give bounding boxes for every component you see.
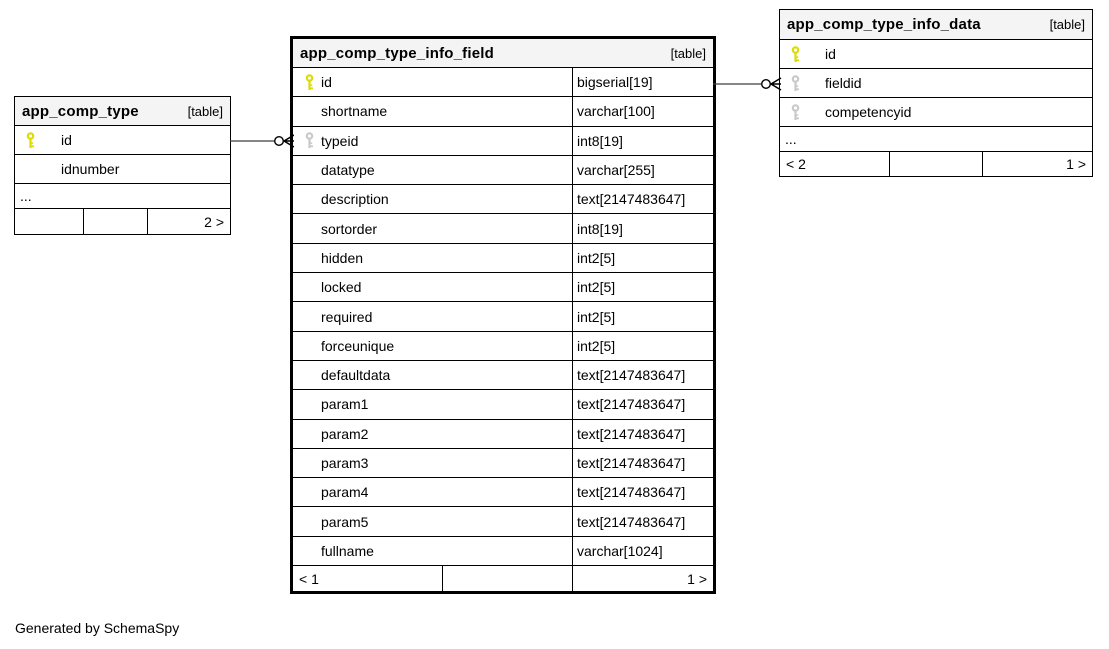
table-name: app_comp_type_info_data (787, 16, 981, 33)
column-name: description (321, 191, 389, 208)
column-name: shortname (321, 103, 388, 120)
table-node-app_comp_type_info_data (779, 9, 1093, 177)
column-name: required (321, 308, 373, 325)
table-row (780, 69, 1092, 98)
relationship-line-comp-type-to-field (228, 130, 294, 152)
column-type: int8[19] (572, 214, 713, 242)
column-name: fullname (321, 542, 374, 559)
column-name: hidden (321, 249, 364, 266)
column-name: locked (321, 279, 362, 296)
column-type: text[2147483647] (572, 420, 713, 448)
table-row (293, 97, 713, 126)
generated-by-note: Generated by SchemaSpy (15, 620, 180, 636)
table-row (293, 302, 713, 331)
table-row (15, 155, 230, 184)
column-type: text[2147483647] (572, 185, 713, 213)
table-footer (15, 209, 230, 234)
column-type: bigserial[19] (572, 68, 713, 96)
column-name: forceunique (321, 337, 395, 354)
column-name: defaultdata (321, 367, 391, 384)
table-row (15, 126, 230, 155)
footer-children-cell: 1 > (572, 566, 713, 591)
table-header-app_comp_type_info_data[interactable] (780, 10, 1092, 40)
column-type: text[2147483647] (572, 361, 713, 389)
table-name: app_comp_type (22, 102, 139, 120)
table-row (293, 185, 713, 214)
column-name: competencyid (825, 104, 912, 120)
primary-key-icon (305, 74, 314, 91)
table-row (293, 478, 713, 507)
footer-parents-cell (15, 209, 83, 234)
hidden-columns-ellipsis: ... (15, 184, 230, 209)
column-name: typeid (321, 132, 359, 149)
footer-children-cell: 1 > (982, 152, 1092, 176)
column-name: param4 (321, 484, 369, 501)
table-row (293, 537, 713, 566)
footer-children-cell: 2 > (147, 209, 230, 234)
footer-middle-cell (83, 209, 147, 234)
column-name: id (61, 132, 72, 148)
column-name: sortorder (321, 220, 378, 237)
column-type: text[2147483647] (572, 390, 713, 418)
table-row (780, 98, 1092, 127)
table-footer (780, 152, 1092, 176)
column-name: idnumber (61, 161, 120, 177)
footer-middle-cell (889, 152, 982, 176)
table-row (293, 420, 713, 449)
table-row (293, 361, 713, 390)
foreign-key-icon (791, 104, 800, 121)
column-name: param2 (321, 425, 369, 442)
table-type-label: [table] (1049, 17, 1085, 32)
table-header-app_comp_type[interactable] (15, 97, 230, 126)
table-node-app_comp_type_info_field (290, 36, 716, 594)
table-type-label: [table] (670, 45, 706, 61)
column-type: int2[5] (572, 273, 713, 301)
column-type: varchar[255] (572, 156, 713, 184)
table-name: app_comp_type_info_field (300, 44, 495, 62)
column-name: param1 (321, 396, 369, 413)
column-name: fieldid (825, 75, 862, 91)
primary-key-icon (791, 46, 800, 63)
table-row (293, 244, 713, 273)
column-type: varchar[100] (572, 97, 713, 125)
hidden-columns-ellipsis: ... (780, 127, 1092, 152)
table-row (293, 273, 713, 302)
footer-parents-cell: < 2 (786, 156, 806, 172)
primary-key-icon (26, 132, 35, 149)
column-type: text[2147483647] (572, 478, 713, 506)
table-row (293, 68, 713, 97)
table-row (293, 332, 713, 361)
column-name: id (825, 46, 836, 62)
column-name: param3 (321, 455, 369, 471)
table-node-app_comp_type (14, 96, 231, 235)
table-row (293, 214, 713, 243)
table-row (780, 40, 1092, 69)
table-header-app_comp_type_info_field[interactable] (293, 39, 713, 68)
footer-middle-cell (442, 566, 572, 591)
footer-parents-cell: < 1 (299, 570, 319, 587)
table-footer (293, 566, 713, 591)
column-name: param5 (321, 513, 369, 530)
table-type-label: [table] (187, 103, 223, 119)
relationship-line-field-to-data (713, 73, 782, 95)
foreign-key-icon (791, 75, 800, 92)
table-row (293, 449, 713, 478)
column-type: int2[5] (572, 302, 713, 330)
column-type: int2[5] (572, 244, 713, 272)
column-type: varchar[1024] (572, 537, 713, 565)
table-row (293, 127, 713, 156)
table-row (293, 156, 713, 185)
column-name: datatype (321, 162, 375, 179)
table-row (293, 507, 713, 536)
column-type: int2[5] (572, 332, 713, 360)
column-type: text[2147483647] (572, 449, 713, 477)
column-type: int8[19] (572, 127, 713, 155)
table-row (293, 390, 713, 419)
column-type: text[2147483647] (572, 507, 713, 535)
column-name: id (321, 74, 332, 91)
foreign-key-icon (305, 132, 314, 149)
